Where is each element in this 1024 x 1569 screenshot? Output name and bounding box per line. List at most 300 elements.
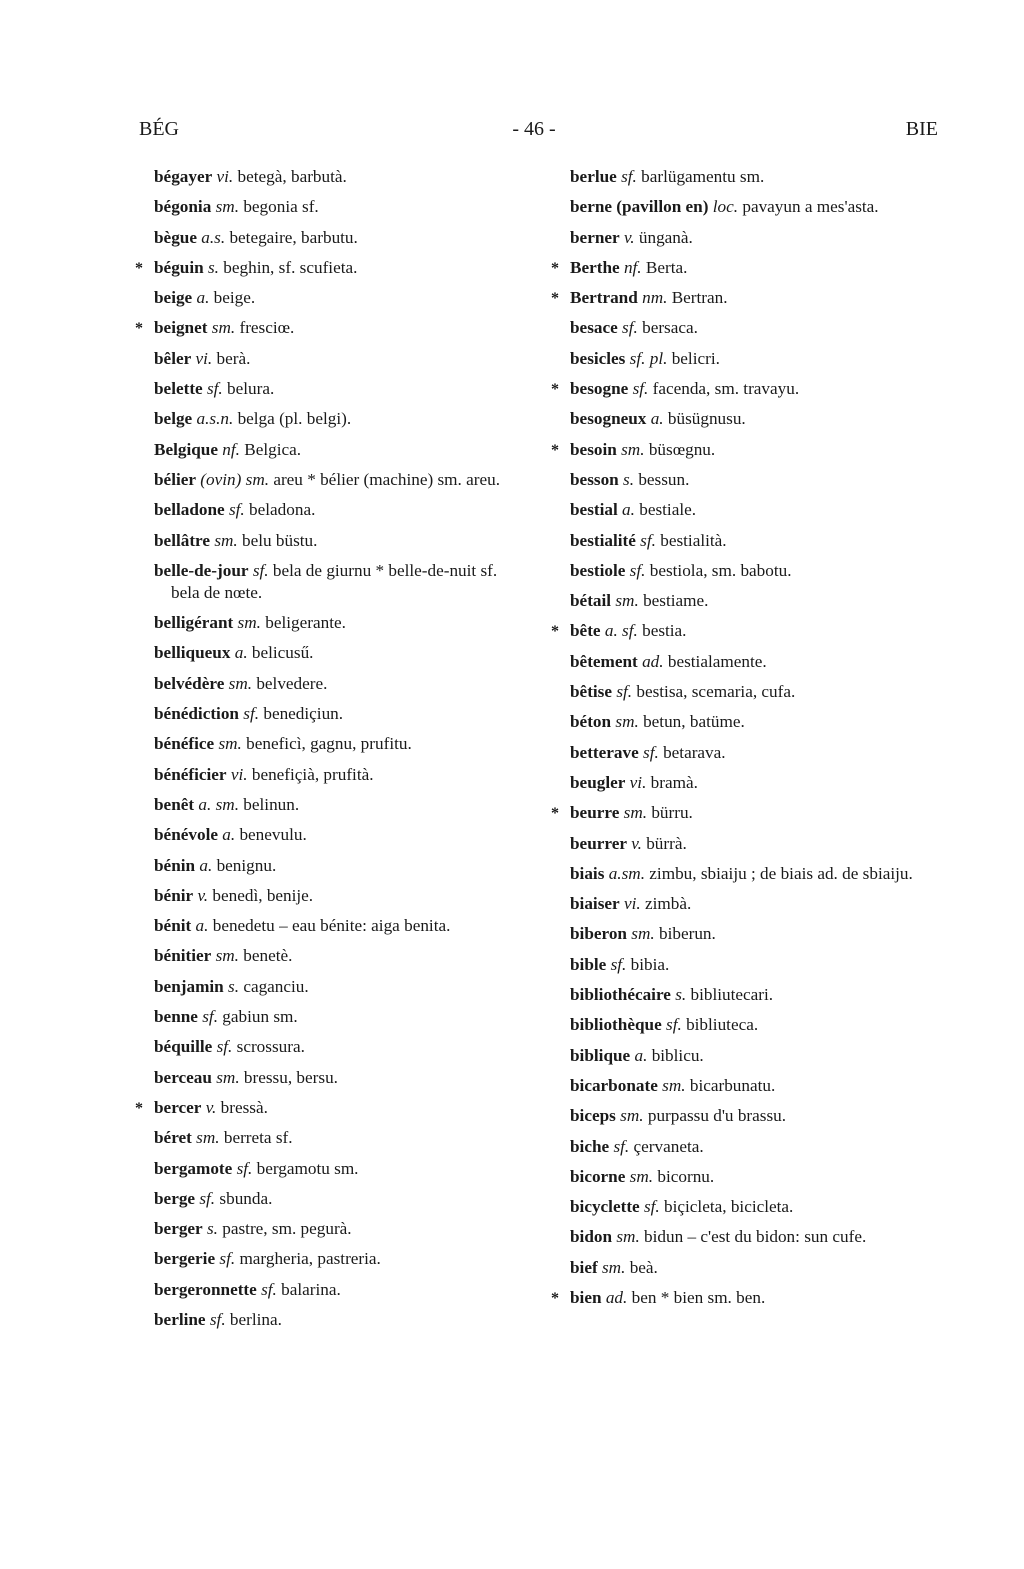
- headword: biblique: [570, 1045, 631, 1065]
- dictionary-entry: [137, 1248, 525, 1270]
- grammar-label: a.: [199, 855, 213, 875]
- translation: betegà, barbutà.: [237, 167, 347, 186]
- translation: bersaca.: [642, 318, 698, 338]
- grammar-label: s.: [206, 1219, 218, 1239]
- grammar-label: sm.: [214, 530, 238, 550]
- headword: berne (pavillon en): [570, 197, 709, 217]
- grammar-label: sf.: [610, 954, 627, 974]
- dictionary-entry: [137, 317, 525, 339]
- asterisk-mark: *: [135, 259, 143, 277]
- grammar-label: sf.: [616, 682, 633, 702]
- translation: gabiun sm.: [222, 1007, 298, 1027]
- grammar-label: sm.: [215, 197, 240, 217]
- dictionary-entry: [553, 1014, 945, 1036]
- translation: benignu.: [216, 855, 277, 875]
- translation: bestiola, sm. babotu.: [649, 560, 792, 580]
- headword: bétail: [570, 591, 612, 611]
- translation: barlügamentu sm.: [641, 167, 765, 186]
- right-column: [553, 166, 945, 1317]
- translation: biberun.: [659, 924, 716, 944]
- translation: sbunda.: [219, 1188, 273, 1208]
- translation: çervaneta.: [633, 1136, 704, 1156]
- headword: bief: [570, 1257, 598, 1277]
- grammar-label: a.: [196, 288, 210, 308]
- dictionary-entry: [137, 703, 525, 725]
- translation: benedetu – eau bénite: aiga benita.: [212, 916, 451, 936]
- translation: betun, batüme.: [643, 712, 745, 732]
- headword: besace: [570, 318, 618, 338]
- grammar-label: sm.: [621, 439, 645, 459]
- dictionary-entry: [553, 742, 945, 764]
- dictionary-entry: [137, 1218, 525, 1240]
- dictionary-entry: [553, 439, 945, 461]
- dictionary-entry: [137, 439, 525, 461]
- dictionary-entry: [553, 1105, 945, 1127]
- headword: bégonia: [154, 197, 212, 217]
- headword: belle-de-jour: [154, 560, 249, 580]
- asterisk-mark: *: [135, 1099, 143, 1117]
- headword: bêtise: [570, 682, 613, 702]
- translation: bibliutecari.: [690, 985, 774, 1005]
- grammar-label: sf.: [219, 1249, 236, 1269]
- dictionary-entry: [553, 227, 945, 249]
- translation: bicarbunatu.: [689, 1075, 776, 1095]
- dictionary-entry: [137, 166, 525, 188]
- grammar-label: a.: [650, 409, 664, 429]
- dictionary-entry: [553, 408, 945, 430]
- headword: bergamote: [154, 1158, 233, 1178]
- translation: betegaire, barbutu.: [229, 227, 358, 247]
- dictionary-entry: [137, 530, 525, 552]
- dictionary-entry: [137, 1188, 525, 1210]
- headword: bénédiction: [154, 704, 239, 724]
- dictionary-entry: [137, 885, 525, 907]
- dictionary-entry: [137, 1006, 525, 1028]
- grammar-label: sm.: [662, 1075, 686, 1095]
- grammar-label: sf.: [640, 530, 656, 550]
- grammar-label: sf.: [228, 500, 245, 520]
- translation: berlina.: [229, 1309, 282, 1329]
- translation: bressu, bersu.: [243, 1067, 338, 1087]
- headword: belligérant: [154, 613, 234, 633]
- grammar-label: ad.: [605, 1287, 628, 1307]
- headword: bénéficier: [154, 764, 227, 784]
- dictionary-entry: [553, 1196, 945, 1218]
- grammar-label: sf.: [236, 1158, 253, 1178]
- grammar-label: a. sm.: [198, 794, 239, 814]
- grammar-label: sm.: [237, 613, 261, 633]
- headword: belliqueux: [154, 643, 231, 663]
- translation: belga (pl. belgi).: [237, 409, 352, 429]
- grammar-label: sf.: [206, 379, 223, 399]
- dictionary-entry: [553, 1136, 945, 1158]
- translation: belicusű.: [251, 643, 314, 663]
- headword: beurrer: [570, 833, 627, 853]
- translation: zimbà.: [644, 894, 692, 914]
- grammar-label: nm.: [642, 288, 668, 308]
- translation: pastre, sm. pegurà.: [222, 1219, 352, 1239]
- translation: belvedere.: [256, 673, 328, 693]
- grammar-label: a.sm.: [608, 863, 645, 883]
- grammar-label: sf.: [202, 1007, 218, 1027]
- grammar-label: nf.: [222, 439, 240, 459]
- grammar-label: sm.: [215, 946, 239, 966]
- translation: balarina.: [281, 1279, 341, 1299]
- headword: betterave: [570, 742, 639, 762]
- dictionary-entry: [137, 378, 525, 400]
- dictionary-entry: [553, 1075, 945, 1097]
- grammar-label: sf.: [622, 318, 638, 338]
- headword: bête: [570, 621, 601, 641]
- headword: bénévole: [154, 825, 218, 845]
- grammar-label: a. sf.: [604, 621, 638, 641]
- dictionary-entry: [553, 1257, 945, 1279]
- grammar-label: sm.: [218, 734, 242, 754]
- headword: bègue: [154, 227, 197, 247]
- translation: bidun – c'est du bidon: sun cufe.: [644, 1227, 867, 1247]
- asterisk-mark: *: [551, 381, 559, 399]
- grammar-label: v.: [623, 227, 635, 247]
- grammar-label: a.: [234, 643, 248, 663]
- dictionary-entry: [553, 590, 945, 612]
- grammar-label: sm.: [216, 1067, 240, 1087]
- grammar-label: s.: [207, 257, 219, 277]
- translation: bestiale.: [639, 500, 697, 520]
- dictionary-entry: [137, 469, 525, 491]
- grammar-label: vi.: [629, 772, 647, 792]
- headword: béret: [154, 1128, 192, 1148]
- dictionary-entry: [553, 317, 945, 339]
- grammar-label: v.: [631, 833, 642, 853]
- headword: bestial: [570, 500, 618, 520]
- headword: benne: [154, 1007, 198, 1027]
- translation: Bertran.: [671, 288, 728, 308]
- asterisk-mark: *: [551, 1289, 559, 1307]
- dictionary-entry: [553, 893, 945, 915]
- headword: biche: [570, 1136, 610, 1156]
- translation: benedì, benije.: [212, 885, 314, 905]
- running-head-left: BÉG: [139, 118, 179, 140]
- grammar-label: sf.: [632, 379, 649, 399]
- translation: beladona.: [249, 500, 316, 520]
- dictionary-entry: [137, 855, 525, 877]
- translation: benetè.: [243, 946, 293, 966]
- grammar-label: sf.: [613, 1136, 630, 1156]
- headword: beignet: [154, 318, 208, 338]
- headword: bêler: [154, 348, 192, 368]
- grammar-label: sm.: [620, 1106, 644, 1126]
- grammar-label: vi.: [230, 764, 248, 784]
- running-head: [0, 118, 1024, 148]
- translation: belinun.: [243, 794, 300, 814]
- translation: bürrà.: [646, 833, 687, 853]
- headword: biceps: [570, 1106, 616, 1126]
- grammar-label: sf.: [252, 560, 269, 580]
- dictionary-entry: [137, 408, 525, 430]
- translation: scrossura.: [236, 1037, 305, 1057]
- headword: Berthe: [570, 257, 620, 277]
- grammar-label: a.s.n.: [196, 409, 234, 429]
- grammar-label: a.s.: [201, 227, 226, 247]
- dictionary-entry: [553, 378, 945, 400]
- translation: bestia.: [642, 621, 687, 641]
- headword: bégayer: [154, 167, 213, 186]
- grammar-label: s.: [675, 985, 687, 1005]
- dictionary-entry: [553, 560, 945, 582]
- headword: béguin: [154, 257, 204, 277]
- translation: bressà.: [220, 1097, 268, 1117]
- dictionary-entry: [553, 1287, 945, 1309]
- translation: berà.: [216, 348, 251, 368]
- translation: büsœgnu.: [648, 439, 716, 459]
- translation: betarava.: [663, 742, 726, 762]
- dictionary-entry: [553, 530, 945, 552]
- grammar-label: sf.: [643, 1197, 660, 1217]
- headword: bibliothécaire: [570, 985, 671, 1005]
- grammar-label: s.: [228, 976, 240, 996]
- grammar-label: sf.: [216, 1037, 233, 1057]
- headword: bellâtre: [154, 530, 211, 550]
- dictionary-entry: [553, 1166, 945, 1188]
- headword: bénin: [154, 855, 196, 875]
- headword: besson: [570, 469, 619, 489]
- grammar-label: a.: [222, 825, 236, 845]
- grammar-label: a.: [634, 1045, 648, 1065]
- dictionary-entry: [553, 802, 945, 824]
- headword: bien: [570, 1287, 602, 1307]
- translation: bicornu.: [657, 1166, 715, 1186]
- grammar-label: v.: [205, 1097, 217, 1117]
- headword: besoin: [570, 439, 617, 459]
- grammar-label: sf.: [629, 560, 646, 580]
- dictionary-entry: [137, 196, 525, 218]
- grammar-label: sm.: [601, 1257, 626, 1277]
- headword: bénit: [154, 916, 192, 936]
- headword: bélier: [154, 469, 196, 489]
- dictionary-entry: [553, 711, 945, 733]
- translation: belura.: [227, 379, 275, 399]
- dictionary-entry: [137, 1036, 525, 1058]
- translation: beà.: [629, 1257, 658, 1277]
- translation: bestisa, scemaria, cufa.: [636, 682, 796, 702]
- asterisk-mark: *: [551, 805, 559, 823]
- grammar-label: a.: [195, 916, 209, 936]
- dictionary-entry: [553, 499, 945, 521]
- headword: beige: [154, 288, 193, 308]
- dictionary-entry: [137, 733, 525, 755]
- dictionary-entry: [553, 984, 945, 1006]
- headword: besogneux: [570, 409, 647, 429]
- translation: areu * bélier (machine) sm. areu.: [273, 469, 500, 489]
- grammar-label: ad.: [642, 651, 664, 671]
- headword: bénitier: [154, 946, 212, 966]
- translation: bela de giurnu * belle-de-nuit sf. bela de nœte.: [171, 560, 498, 602]
- dictionary-entry: [137, 673, 525, 695]
- translation: bürru.: [651, 803, 693, 823]
- dictionary-entry: [553, 833, 945, 855]
- page-number: - 46 -: [512, 118, 556, 140]
- translation: bibia.: [630, 954, 670, 974]
- grammar-label: sm.: [615, 591, 639, 611]
- translation: biçicleta, bicicleta.: [664, 1197, 794, 1217]
- translation: benefiçià, prufità.: [251, 764, 374, 784]
- grammar-label: sm.: [211, 318, 236, 338]
- dictionary-entry: [553, 863, 945, 885]
- translation: ünganà.: [638, 227, 693, 247]
- headword: bible: [570, 954, 607, 974]
- asterisk-mark: *: [551, 259, 559, 277]
- grammar-label: sf.: [643, 742, 659, 762]
- grammar-label: nf.: [623, 257, 642, 277]
- headword: bestialité: [570, 530, 636, 550]
- headword: besogne: [570, 379, 629, 399]
- headword: berlue: [570, 167, 617, 186]
- translation: büsügnusu.: [667, 409, 746, 429]
- grammar-label: (ovin) sm.: [200, 469, 270, 489]
- translation: beige.: [213, 288, 256, 308]
- headword: bénéfice: [154, 734, 215, 754]
- dictionary-entry: [553, 257, 945, 279]
- translation: facenda, sm. travayu.: [652, 379, 800, 399]
- grammar-label: loc.: [712, 197, 739, 217]
- translation: begonia sf.: [243, 197, 319, 217]
- dictionary-entry: [137, 227, 525, 249]
- translation: bessun.: [638, 469, 690, 489]
- grammar-label: sf. pl.: [629, 348, 668, 368]
- asterisk-mark: *: [551, 290, 559, 308]
- dictionary-entry: [137, 287, 525, 309]
- translation: beneficì, gagnu, prufitu.: [246, 734, 412, 754]
- dictionary-entry: [137, 1309, 525, 1331]
- dictionary-entry: [553, 287, 945, 309]
- dictionary-entry: [137, 976, 525, 998]
- translation: zimbu, sbiaiju ; de biais ad. de sbiaiju.: [649, 863, 913, 883]
- headword: bibliothèque: [570, 1015, 662, 1035]
- dictionary-entry: [553, 166, 945, 188]
- dictionary-entry: [137, 1097, 525, 1119]
- translation: beghin, sf. scufieta.: [223, 257, 358, 277]
- headword: berner: [570, 227, 620, 247]
- dictionary-entry: [553, 954, 945, 976]
- translation: fresciœ.: [239, 318, 295, 338]
- headword: berline: [154, 1309, 206, 1329]
- dictionary-entry: [137, 1127, 525, 1149]
- headword: belladone: [154, 500, 225, 520]
- headword: beurre: [570, 803, 620, 823]
- translation: bergamotu sm.: [256, 1158, 359, 1178]
- headword: bénir: [154, 885, 194, 905]
- grammar-label: s.: [623, 469, 635, 489]
- translation: margheria, pastreria.: [239, 1249, 381, 1269]
- translation: belicri.: [671, 348, 720, 368]
- dictionary-entry: [553, 1226, 945, 1248]
- dictionary-entry: [553, 651, 945, 673]
- headword: belette: [154, 379, 203, 399]
- running-head-right: BIE: [905, 118, 938, 140]
- dictionary-entry: [137, 642, 525, 664]
- grammar-label: sf.: [199, 1188, 216, 1208]
- dictionary-entry: [137, 945, 525, 967]
- headword: benjamin: [154, 976, 224, 996]
- dictionary-entry: [553, 469, 945, 491]
- translation: caganciu.: [243, 976, 309, 996]
- translation: benediçiun.: [263, 704, 344, 724]
- translation: pavayun a mes'asta.: [742, 197, 879, 217]
- dictionary-entry: [137, 794, 525, 816]
- dictionary-entry: [137, 499, 525, 521]
- headword: biaiser: [570, 894, 620, 914]
- grammar-label: vi.: [195, 348, 213, 368]
- dictionary-entry: [137, 257, 525, 279]
- headword: besicles: [570, 348, 626, 368]
- grammar-label: sf.: [209, 1309, 226, 1329]
- headword: bercer: [154, 1097, 202, 1117]
- grammar-label: sm.: [615, 712, 639, 732]
- translation: berreta sf.: [223, 1128, 293, 1148]
- grammar-label: sm.: [623, 803, 648, 823]
- dictionary-entry: [137, 915, 525, 937]
- dictionary-entry: [553, 681, 945, 703]
- dictionary-entry: [553, 620, 945, 642]
- translation: bestialità.: [660, 530, 727, 550]
- grammar-label: v.: [197, 885, 209, 905]
- headword: bicyclette: [570, 1197, 640, 1217]
- dictionary-entry: [553, 923, 945, 945]
- headword: belge: [154, 409, 193, 429]
- translation: belu büstu.: [242, 530, 318, 550]
- headword: bergeronnette: [154, 1279, 257, 1299]
- translation: benevulu.: [239, 825, 307, 845]
- dictionary-entry: [553, 772, 945, 794]
- headword: biberon: [570, 924, 627, 944]
- grammar-label: vi.: [216, 167, 234, 186]
- headword: beugler: [570, 772, 626, 792]
- dictionary-entry: [137, 348, 525, 370]
- grammar-label: sf.: [666, 1015, 682, 1035]
- grammar-label: sm.: [616, 1227, 640, 1247]
- translation: Belgica.: [244, 439, 302, 459]
- grammar-label: sm.: [228, 673, 253, 693]
- dictionary-entry: [137, 764, 525, 786]
- grammar-label: a.: [622, 500, 635, 520]
- translation: bibliuteca.: [686, 1015, 759, 1035]
- headword: bergerie: [154, 1249, 216, 1269]
- grammar-label: sf.: [261, 1279, 277, 1299]
- headword: biais: [570, 863, 605, 883]
- left-column: [137, 166, 525, 1339]
- headword: bestiole: [570, 560, 626, 580]
- asterisk-mark: *: [551, 623, 559, 641]
- translation: Berta.: [645, 257, 688, 277]
- grammar-label: sm.: [196, 1128, 220, 1148]
- dictionary-entry: [137, 560, 525, 604]
- dictionary-entry: [137, 824, 525, 846]
- grammar-label: sm.: [631, 924, 655, 944]
- translation: biblicu.: [651, 1045, 704, 1065]
- headword: bêtement: [570, 651, 638, 671]
- dictionary-entry: [553, 348, 945, 370]
- translation: bestiame.: [643, 591, 709, 611]
- dictionary-entry: [553, 1045, 945, 1067]
- dictionary-entry: [137, 612, 525, 634]
- asterisk-mark: *: [551, 441, 559, 459]
- grammar-label: sm.: [629, 1166, 654, 1186]
- headword: bicorne: [570, 1166, 626, 1186]
- dictionary-entry: [137, 1067, 525, 1089]
- dictionary-entry: [137, 1158, 525, 1180]
- grammar-label: sf.: [243, 704, 260, 724]
- headword: belvédère: [154, 673, 225, 693]
